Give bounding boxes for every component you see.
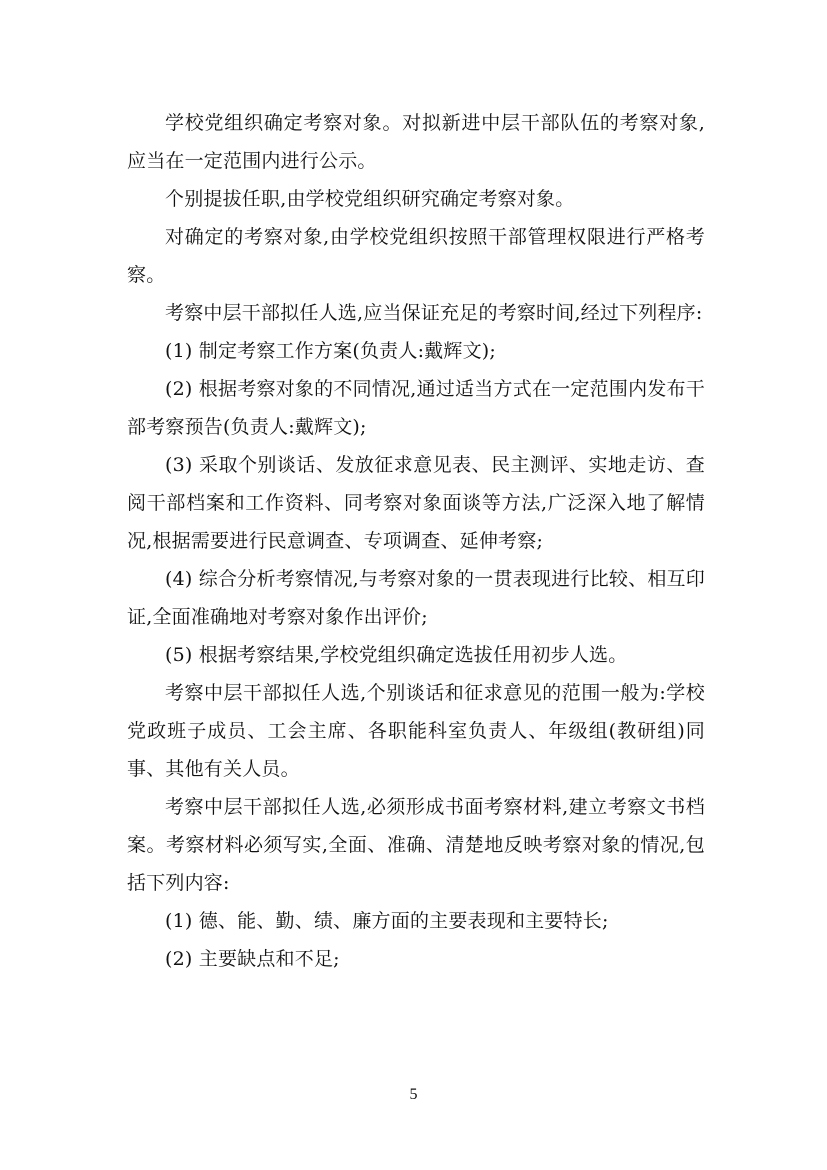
list-item: (1) 德、能、勤、绩、廉方面的主要表现和主要特长;	[165, 910, 609, 932]
list-item: (1) 制定考察工作方案(负责人:戴辉文);	[165, 340, 496, 362]
list-item: (2) 主要缺点和不足;	[165, 948, 340, 970]
paragraph: 对确定的考察对象,由学校党组织按照干部管理权限进行严格考察。	[127, 226, 705, 286]
paragraph: 考察中层干部拟任人选,个别谈话和征求意见的范围一般为:学校党政班子成员、工会主席、各职能科室负责人、年级组(教研组)同事、其他有关人员。	[127, 682, 705, 780]
list-item: (5) 根据考察结果,学校党组织确定选拔任用初步人选。	[165, 644, 628, 666]
document-body	[127, 104, 705, 978]
page-number: 5	[409, 1086, 418, 1103]
paragraph: 考察中层干部拟任人选,必须形成书面考察材料,建立考察文书档案。考察材料必须写实,全面、准确、清楚地反映考察对象的情况,包括下列内容:	[127, 796, 705, 894]
paragraph: 考察中层干部拟任人选,应当保证充足的考察时间,经过下列程序:	[165, 302, 703, 324]
list-item: (4) 综合分析考察情况,与考察对象的一贯表现进行比较、相互印证,全面准确地对考察对象作出评价;	[127, 568, 705, 628]
paragraph: 个别提拔任职,由学校党组织研究确定考察对象。	[165, 188, 575, 210]
list-item: (3) 采取个别谈话、发放征求意见表、民主测评、实地走访、查阅干部档案和工作资料、同考察对象面谈等方法,广泛深入地了解情况,根据需要进行民意调查、专项调查、延伸考察;	[127, 454, 705, 552]
list-item: (2) 根据考察对象的不同情况,通过适当方式在一定范围内发布干部考察预告(负责人:戴辉文);	[127, 378, 705, 438]
paragraph: 学校党组织确定考察对象。对拟新进中层干部队伍的考察对象,应当在一定范围内进行公示。	[127, 112, 705, 172]
